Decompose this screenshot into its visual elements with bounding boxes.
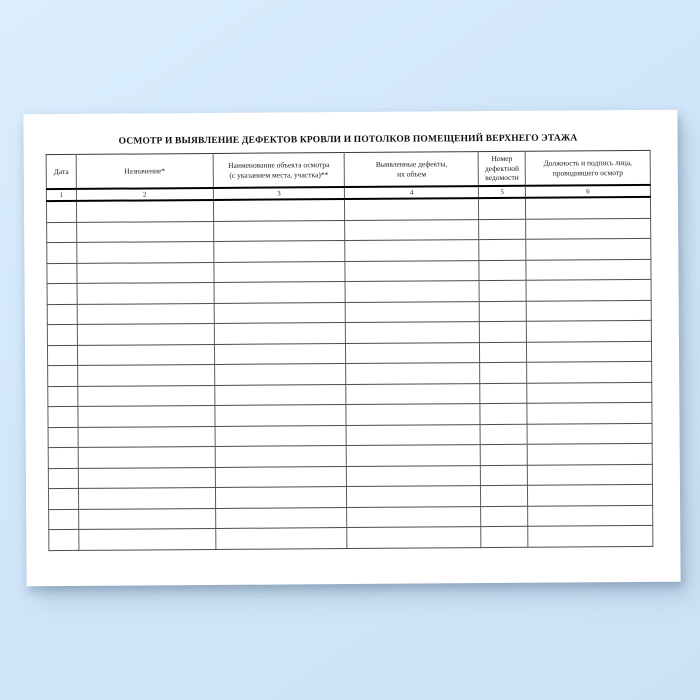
- column-header-2: Назначение*: [76, 153, 213, 188]
- column-header-1: Дата: [46, 154, 76, 189]
- table-cell: [527, 361, 652, 382]
- table-cell: [48, 427, 78, 448]
- table-cell: [480, 424, 527, 445]
- table-cell: [78, 446, 215, 467]
- table-cell: [479, 198, 526, 219]
- table-cell: [526, 320, 651, 341]
- table-cell: [526, 238, 651, 259]
- table-cell: [79, 508, 216, 529]
- table-cell: [214, 261, 346, 282]
- table-cell: [480, 403, 527, 424]
- table-cell: [528, 505, 653, 526]
- table-cell: [214, 282, 346, 303]
- table-cell: [76, 200, 213, 222]
- table-cell: [48, 468, 78, 489]
- table-cell: [345, 219, 479, 240]
- table-cell: [78, 467, 215, 488]
- inspection-table: [46, 150, 654, 551]
- table-cell: [48, 406, 78, 427]
- table-cell: [77, 282, 214, 303]
- column-number-4: 4: [345, 186, 479, 199]
- table-cell: [215, 487, 347, 508]
- table-cell: [479, 239, 526, 260]
- table-cell: [214, 343, 346, 364]
- table-cell: [526, 300, 651, 321]
- table-cell: [215, 405, 347, 426]
- table-cell: [215, 466, 347, 487]
- table-cell: [481, 485, 528, 506]
- table-cell: [47, 263, 77, 284]
- table-cell: [480, 383, 527, 404]
- table-cell: [346, 281, 480, 302]
- table-cell: [77, 221, 214, 242]
- table-cell: [215, 425, 347, 446]
- table-cell: [214, 364, 346, 385]
- table-cell: [527, 341, 652, 362]
- table-cell: [480, 342, 527, 363]
- table-cell: [48, 488, 78, 509]
- table-header: [46, 150, 650, 201]
- table-cell: [47, 324, 77, 345]
- table-cell: [47, 345, 77, 366]
- table-cell: [47, 222, 77, 243]
- table-cell: [527, 423, 652, 444]
- column-header-4: Выявленные дефекты, их объем: [345, 152, 479, 187]
- table-cell: [49, 509, 79, 530]
- table-cell: [346, 342, 480, 363]
- table-cell: [480, 362, 527, 383]
- table-cell: [346, 383, 480, 404]
- column-header-5: Номер дефектной ведомости: [478, 151, 525, 186]
- table-cell: [346, 322, 480, 343]
- table-cell: [347, 506, 481, 527]
- column-header-row: [46, 150, 650, 189]
- table-cell: [347, 445, 481, 466]
- table-cell: [526, 279, 651, 300]
- document-sheet: [23, 110, 680, 587]
- table-cell: [48, 365, 78, 386]
- table-cell: [479, 219, 526, 240]
- table-cell: [526, 197, 651, 219]
- table-row: [49, 525, 653, 550]
- column-header-3: Наименование объекта осмотра (с указанием места, участка)**: [213, 153, 345, 188]
- table-cell: [47, 304, 77, 325]
- table-cell: [213, 220, 345, 241]
- table-cell: [215, 446, 347, 467]
- table-cell: [346, 301, 480, 322]
- table-cell: [46, 201, 76, 222]
- document-title: ОСМОТР И ВЫЯВЛЕНИЕ ДЕФЕКТОВ КРОВЛИ И ПОТОЛКОВ ПОМЕЩЕНИЙ ВЕРХНЕГО ЭТАЖА: [118, 133, 578, 147]
- table-cell: [345, 240, 479, 261]
- column-header-6: Должность и подпись лица, проводившего осмотр: [525, 150, 650, 185]
- table-cell: [49, 529, 79, 550]
- table-cell: [480, 321, 527, 342]
- table-cell: [214, 302, 346, 323]
- table-cell: [78, 364, 215, 385]
- table-cell: [526, 218, 651, 239]
- table-cell: [527, 382, 652, 403]
- table-cell: [48, 386, 78, 407]
- table-cell: [78, 385, 215, 406]
- table-cell: [347, 527, 481, 548]
- table-cell: [78, 487, 215, 508]
- table-cell: [480, 444, 527, 465]
- table-cell: [527, 443, 652, 464]
- table-cell: [528, 525, 653, 546]
- column-number-1: 1: [46, 189, 76, 201]
- column-number-3: 3: [213, 187, 345, 200]
- table-cell: [347, 486, 481, 507]
- table-cell: [345, 198, 479, 220]
- table-cell: [346, 363, 480, 384]
- table-cell: [215, 507, 347, 528]
- table-cell: [77, 323, 214, 344]
- table-cell: [479, 280, 526, 301]
- table-body: [46, 197, 652, 550]
- table-cell: [47, 242, 77, 263]
- table-cell: [528, 484, 653, 505]
- table-cell: [77, 241, 214, 262]
- table-cell: [79, 528, 216, 549]
- column-number-6: 6: [526, 185, 651, 198]
- table-cell: [527, 402, 652, 423]
- table-cell: [214, 323, 346, 344]
- table-cell: [527, 464, 652, 485]
- table-cell: [77, 262, 214, 283]
- table-cell: [479, 301, 526, 322]
- table-cell: [78, 426, 215, 447]
- table-cell: [345, 260, 479, 281]
- table-cell: [213, 241, 345, 262]
- table-cell: [481, 506, 528, 527]
- table-cell: [47, 283, 77, 304]
- table-cell: [77, 303, 214, 324]
- table-cell: [481, 465, 528, 486]
- table-cell: [346, 404, 480, 425]
- table-cell: [347, 465, 481, 486]
- table-cell: [479, 260, 526, 281]
- column-number-5: 5: [479, 186, 526, 198]
- table-cell: [213, 199, 345, 221]
- table-cell: [215, 528, 347, 549]
- table-cell: [481, 526, 528, 547]
- table-cell: [78, 405, 215, 426]
- table-cell: [48, 447, 78, 468]
- table-cell: [214, 384, 346, 405]
- column-number-2: 2: [76, 188, 213, 201]
- table-cell: [526, 259, 651, 280]
- table-cell: [77, 344, 214, 365]
- table-cell: [347, 424, 481, 445]
